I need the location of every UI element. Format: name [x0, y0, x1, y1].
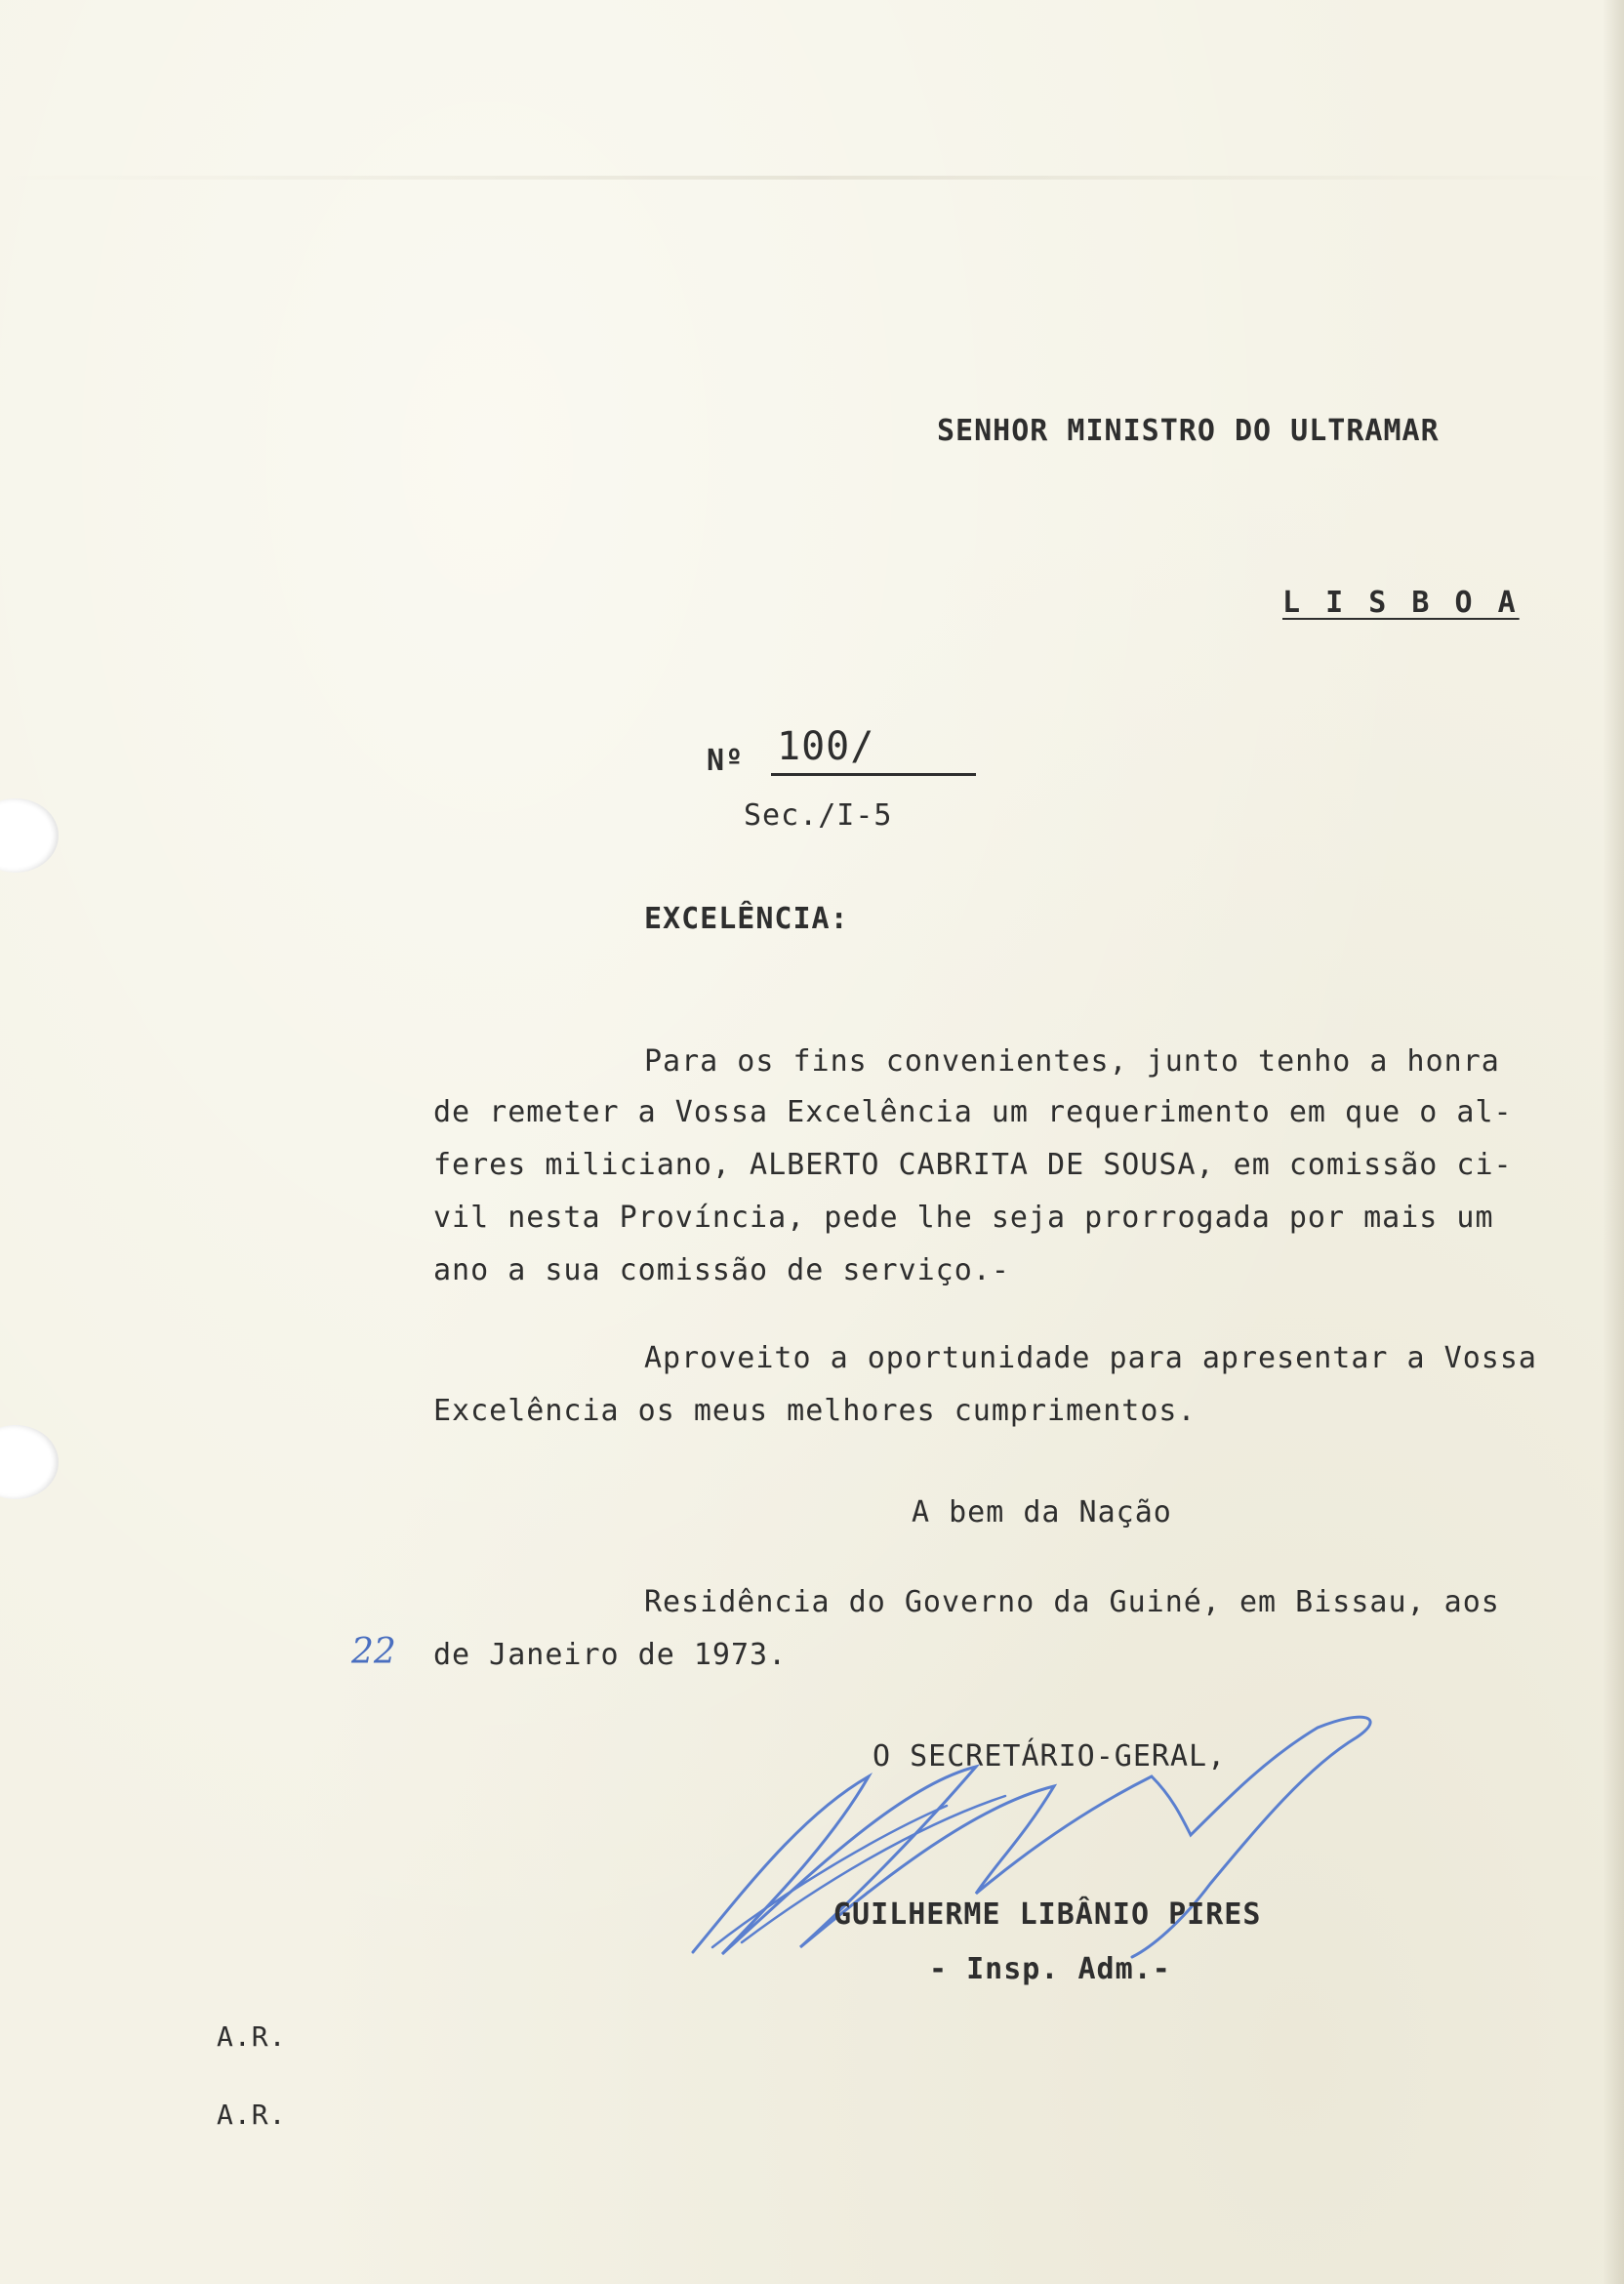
- reference-section: Sec./I-5: [744, 798, 893, 833]
- footer-note: A.R.: [217, 2099, 287, 2131]
- body-line: Para os fins convenientes, junto tenho a honra: [644, 1044, 1500, 1079]
- reference-underline: [771, 773, 976, 776]
- body-line: feres miliciano, ALBERTO CABRITA DE SOUSA, em comissão ci-: [433, 1148, 1513, 1182]
- body-line: de remeter a Vossa Excelência um requerimento em que o al-: [433, 1095, 1513, 1129]
- salutation: EXCELÊNCIA:: [644, 902, 849, 936]
- paper-edge-shadow: [1603, 0, 1624, 2284]
- signatory-role: - Insp. Adm.-: [929, 1952, 1171, 1986]
- closing-line: Excelência os meus melhores cumprimentos.: [433, 1394, 1197, 1428]
- handwritten-day: 22: [351, 1632, 396, 1672]
- place-date-line: de Janeiro de 1973.: [433, 1638, 788, 1672]
- footer-note: A.R.: [217, 2020, 287, 2053]
- punch-hole-bottom: [0, 1425, 59, 1499]
- signatory-title: O SECRETÁRIO-GERAL,: [873, 1739, 1227, 1774]
- reference-prefix: Nº: [707, 744, 745, 778]
- addressee: SENHOR MINISTRO DO ULTRAMAR: [937, 414, 1440, 448]
- paper-fold-shadow: [0, 176, 1624, 180]
- body-line: vil nesta Província, pede lhe seja prorrogada por mais um: [433, 1201, 1494, 1235]
- motto: A bem da Nação: [912, 1495, 1172, 1529]
- signatory-name: GUILHERME LIBÂNIO PIRES: [833, 1897, 1262, 1932]
- reference-number: 100/: [777, 724, 875, 769]
- place-date-line: Residência do Governo da Guiné, em Bissau, aos: [644, 1585, 1500, 1619]
- punch-hole-top: [0, 798, 59, 873]
- city: L I S B O A: [1282, 586, 1520, 620]
- closing-line: Aproveito a oportunidade para apresentar a Vossa: [644, 1341, 1537, 1375]
- body-line: ano a sua comissão de serviço.-: [433, 1253, 1010, 1287]
